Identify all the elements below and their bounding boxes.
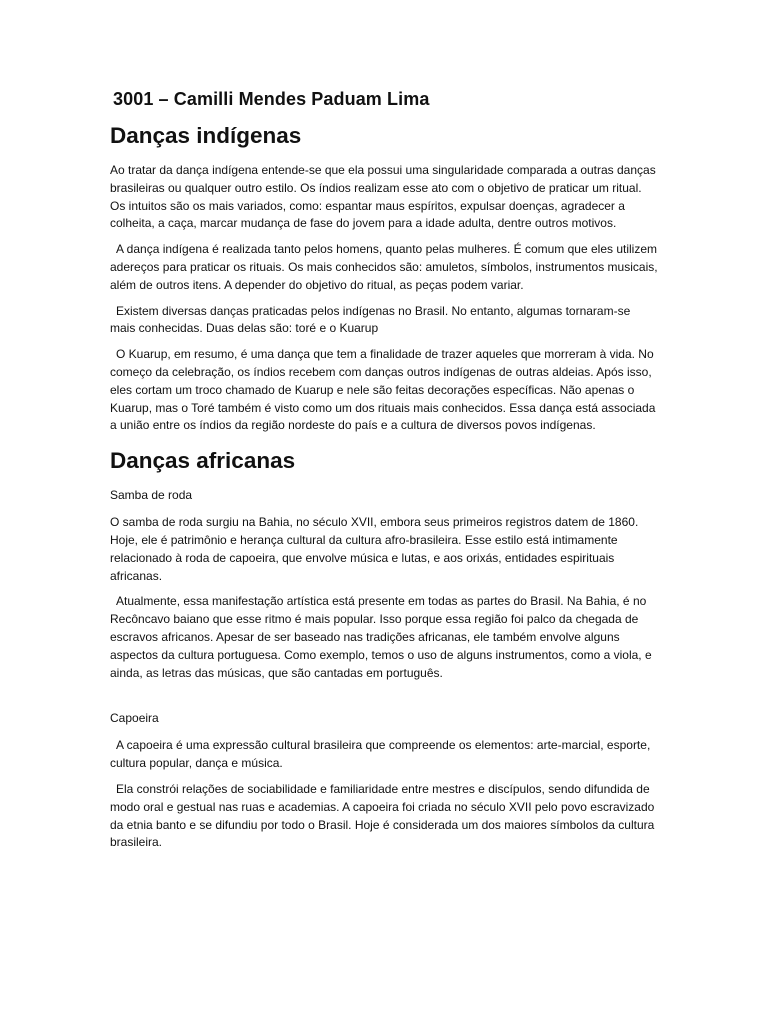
paragraph: A dança indígena é realizada tanto pelos homens, quanto pelas mulheres. É comum que eles utilizem adereços para praticar os rituais. Os mais conhecidos são: amuletos, símbolos, instrumentos musicais, além de outros itens. A depender do objetivo do ritual, as peças podem variar. [110,242,658,292]
section-heading-dancas-africanas: Danças africanas [110,448,296,474]
paragraph: O Kuarup, em resumo, é uma dança que tem a finalidade de trazer aqueles que morreram à vida. No começo da celebração, os índios recebem com danças outros indígenas de outras aldeias. Após isso, eles cortam um troco chamado de Kuarup e nele são feitas decorações específicas. Não apenas o Kuarup, mas o Toré também é visto como um dos rituais mais conhecidos. Essa dança está associada a união entre os índios da região nordeste do país e a cultura de diversos povos indígenas. [110,347,656,433]
subsection-heading-capoeira: Capoeira [110,711,159,726]
paragraph: Atualmente, essa manifestação artística está presente em todas as partes do Brasil. Na Bahia, é no Recôncavo baiano que esse ritmo é mais popular. Isso porque essa região foi palco da chegada de escravos africanos. Apesar de ser baseado nas tradições africanas, ele também envolve alguns aspectos da cultura portuguesa. Como exemplo, temos o uso de alguns instrumentos, como a viola, e ainda, as letras das músicas, que são cantadas em português. [110,594,652,680]
spacer [110,690,658,710]
paragraph: Ela constrói relações de sociabilidade e familiaridade entre mestres e discípulos, sendo difundida de modo oral e gestual nas ruas e academias. A capoeira foi criada no século XVII pelo povo escravizado da etnia banto e se difundiu por todo o Brasil. Hoje é considerada um dos maiores símbolos da cultura brasileira. [110,781,655,850]
document-body [110,86,658,860]
author-line: 3001 – Camilli Mendes Paduam Lima [113,89,430,109]
paragraph: Existem diversas danças praticadas pelos indígenas no Brasil. No entanto, algumas tornaram-se mais conhecidas. Duas delas são: toré e o Kuarup [110,303,631,336]
paragraph: O samba de roda surgiu na Bahia, no século XVII, embora seus primeiros registros datem de 1860. Hoje, ele é patrimônio e herança cultural da cultura afro-brasileira. Esse estilo está intimamente relacionado à roda de capoeira, que envolve música e lutas, e aos orixás, entidades espirituais africanas. [110,515,639,583]
paragraph: A capoeira é uma expressão cultural brasileira que compreende os elementos: arte-marcial, esporte, cultura popular, dança e música. [110,738,651,771]
paragraph: Ao tratar da dança indígena entende-se que ela possui uma singularidade comparada a outras danças brasileiras ou qualquer outro estilo. Os índios realizam esse ato com o objetivo de praticar um ritual. Os intuitos são os mais variados, como: espantar maus espíritos, expulsar doenças, agradecer a colheita, a caça, marcar mudança de fase do jovem para a idade adulta, dentre outros motivos. [110,163,656,231]
subsection-heading-samba-de-roda: Samba de roda [110,488,193,503]
section-heading-dancas-indigenas: Danças indígenas [110,123,302,148]
